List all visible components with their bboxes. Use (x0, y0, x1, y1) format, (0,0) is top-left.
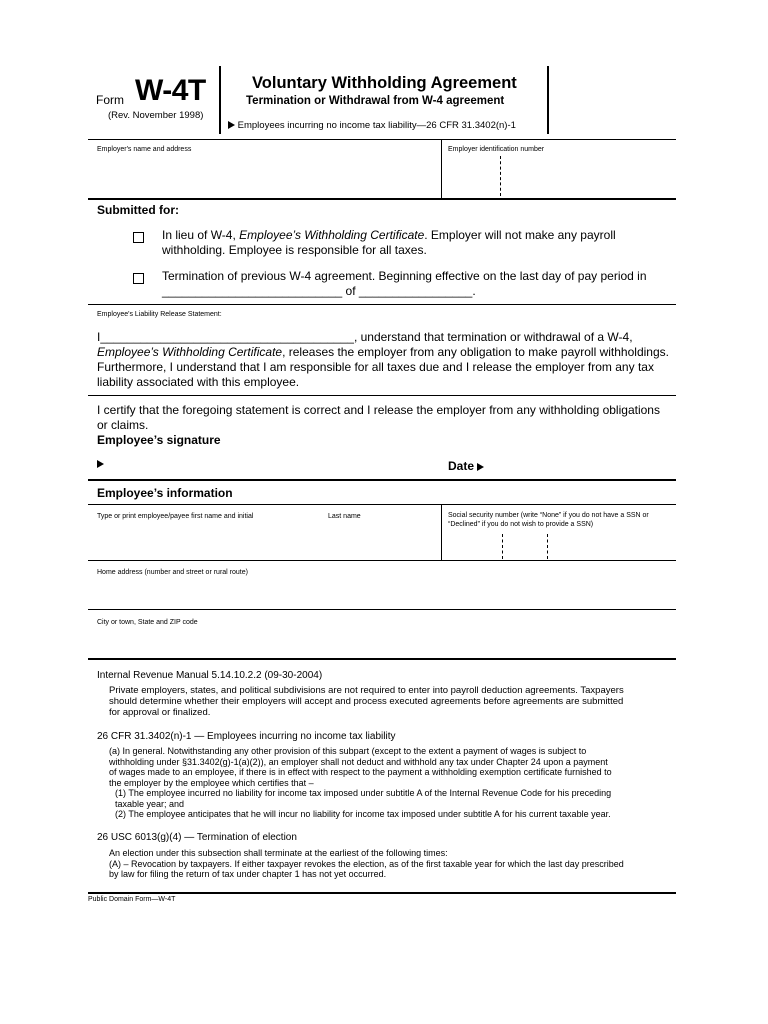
form-number: W-4T (135, 74, 206, 107)
cfr-text-line: the employer by the employee which certifies that – (109, 777, 314, 788)
release-bottom-rule (88, 395, 676, 396)
employee-info-heading-rule (88, 504, 676, 505)
option-termination-checkbox[interactable] (133, 273, 144, 284)
cfr-text (109, 746, 679, 820)
ssn-label-line2: “Declined” if you do not wish to provide a SSN) (448, 521, 594, 528)
form-revision: (Rev. November 1998) (108, 110, 204, 121)
last-name-label: Last name (328, 513, 361, 520)
release-statement (97, 330, 687, 390)
header-bottom-rule (88, 139, 676, 140)
release-line4: liability associated with this employee. (97, 375, 300, 389)
arrow-right-icon (228, 121, 235, 129)
certify-statement (97, 403, 687, 433)
signature-bottom-rule (88, 479, 676, 481)
option-termination-line2[interactable]: ___________________________ of _________________. (162, 284, 476, 298)
cfr-text-line: (a) In general. Notwithstanding any other provision of this subpart (except to the extent a payment of wages is subject to (109, 746, 587, 756)
ssn-divider (441, 505, 442, 560)
signature-field[interactable] (97, 455, 427, 477)
certify-line2: or claims. (97, 418, 149, 432)
option-in-lieu-pre: In lieu of W-4, (162, 228, 240, 242)
form-title: Voluntary Withholding Agreement (252, 74, 517, 92)
home-address-field[interactable] (90, 578, 674, 608)
citation-note (228, 120, 516, 131)
usc-text (109, 848, 679, 880)
release-line2-post: , releases the employer from any obligation to make payroll withholdings. (282, 345, 669, 359)
release-line1[interactable]: I______________________________________, understand that termination or withdrawal of a W-4, (97, 330, 633, 344)
date-arrow-icon (477, 463, 484, 471)
employer-ein-label: Employer identification number (448, 146, 545, 153)
employer-ein-field[interactable] (444, 155, 674, 197)
option-in-lieu-line2: withholding. Employee is responsible for all taxes. (162, 243, 427, 257)
option-in-lieu-text (162, 228, 682, 258)
form-subtitle: Termination or Withdrawal from W-4 agreement (246, 95, 505, 107)
cfr-text-line: (2) The employee anticipates that he will incur no liability for income tax imposed under subtitle A for his current taxable year. (115, 809, 611, 819)
usc-title: 26 USC 6013(g)(4) — Termination of election (97, 832, 297, 843)
submitted-bottom-rule (88, 304, 676, 305)
cfr-text-line: withholding under §31.3402(g)-1(a)(2)), an employer shall not deduct and withhold any tax under Chapter 24 upon a payment (109, 756, 608, 767)
home-address-label: Home address (number and street or rural route) (97, 569, 248, 576)
first-name-label: Type or print employee/payee first name and initial (97, 513, 254, 520)
irm-text-line: Private employers, states, and political subdivisions are not required to enter into payroll deduction agreements. Taxpayers (109, 685, 624, 696)
certify-line1: I certify that the foregoing statement is correct and I release the employer from any withholding obligations (97, 403, 660, 417)
usc-text-line: by law for filing the return of tax under chapter 1 has not yet occurred. (109, 869, 387, 879)
employer-bottom-rule (88, 198, 676, 200)
employee-info-bottom-rule (88, 658, 676, 660)
city-state-zip-field[interactable] (90, 628, 674, 656)
irm-title: Internal Revenue Manual 5.14.10.2.2 (09-30-2004) (97, 670, 323, 681)
ssn-field[interactable] (444, 532, 674, 559)
option-in-lieu-post: . Employer will not make any payroll (424, 228, 616, 242)
header-divider-left (219, 66, 221, 134)
footer-rule (88, 892, 676, 894)
form-word: Form (96, 93, 124, 107)
option-in-lieu-checkbox[interactable] (133, 232, 144, 243)
irm-text-line: for approval or finalized. (109, 707, 211, 718)
irm-text-line: should determine whether their employers will accept and process executed agreements before agreements are submitted (109, 696, 624, 707)
footer-text: Public Domain Form—W-4T (88, 896, 176, 903)
usc-text-line: (A) – Revocation by taxpayers. If either taxpayer revokes the election, as of the first taxable year for which the last day prescribed (109, 858, 624, 869)
date-label: Date (448, 459, 475, 473)
option-termination-line1: Termination of previous W-4 agreement. Beginning effective on the last day of pay period in (162, 269, 647, 283)
ssn-label (448, 511, 674, 529)
cfr-text-line: taxable year; and (115, 798, 185, 809)
usc-text-line: An election under this subsection shall terminate at the earliest of the following times: (109, 848, 448, 858)
cfr-text-line: (1) The employee incurred no liability for income tax imposed under subtitle A of the Internal Revenue Code for his preceding (115, 788, 612, 798)
cfr-title: 26 CFR 31.3402(n)-1 — Employees incurring no income tax liability (97, 731, 396, 742)
release-cert-title: Employee’s Withholding Certificate (97, 345, 283, 359)
address-bottom-rule (88, 609, 676, 610)
employee-info-heading: Employee’s information (97, 486, 233, 500)
option-termination-text (162, 269, 682, 299)
employer-name-field[interactable] (90, 155, 438, 197)
signature-heading: Employee’s signature (97, 433, 221, 447)
employer-name-label: Employer's name and address (97, 146, 192, 153)
signature-arrow-icon (97, 460, 104, 468)
option-in-lieu-cert: Employee’s Withholding Certificate (239, 228, 425, 242)
citation-note-text: Employees incurring no income tax liability—26 CFR 31.3402(n)-1 (237, 120, 516, 131)
header-divider-right (547, 66, 549, 134)
release-line3: Furthermore, I understand that I am responsible for all taxes due and I release the employer from any tax (97, 360, 654, 374)
release-label: Employee's Liability Release Statement: (97, 311, 222, 318)
irm-text (109, 685, 679, 718)
employer-divider (441, 140, 442, 199)
city-state-zip-label: City or town, State and ZIP code (97, 619, 198, 626)
date-field[interactable] (448, 459, 668, 477)
cfr-text-line: of wages made to an employee, if there is in effect with respect to the payment a withholding exemption certificate furnished to (109, 767, 612, 777)
ssn-label-line1: Social security number (write “None” if you do not have a SSN or (448, 512, 649, 519)
submitted-heading: Submitted for: (97, 203, 179, 217)
first-name-field[interactable] (90, 522, 320, 558)
name-row-bottom-rule (88, 560, 676, 561)
last-name-field[interactable] (326, 522, 436, 558)
